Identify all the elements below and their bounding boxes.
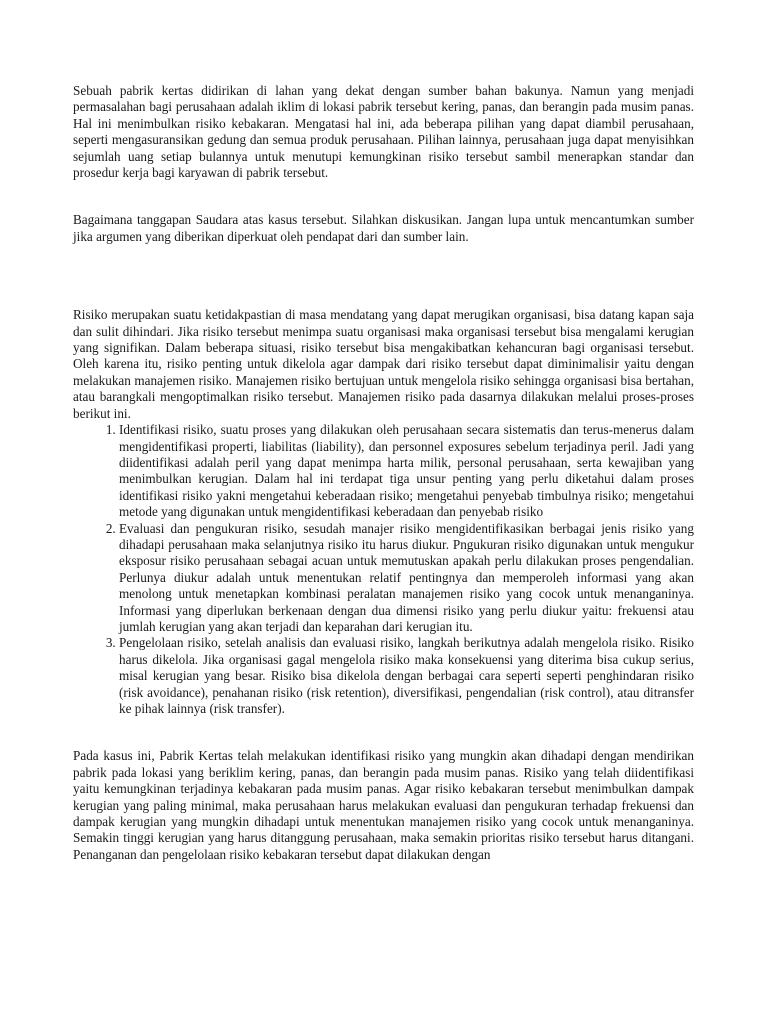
list-item-management: 3. Pengelolaan risiko, setelah analisis dan evaluasi risiko, langkah berikutnya adalah mengelola risiko. Risiko harus dikelola. Jika organisasi gagal mengelola risiko maka konsekuensi yang diterima bisa cukup serius, misal kerugian yang besar. Risiko bisa dikelola dengan berbagai cara seperti seperti penghindaran risiko (risk avoidance), penahanan risiko (risk retention), diversifikasi, pengendalian (risk control), atau ditransfer ke pihak lainnya (risk transfer). bbox=[119, 635, 694, 717]
risk-process-list bbox=[73, 422, 694, 717]
case-intro-paragraph: Sebuah pabrik kertas didirikan di lahan yang dekat dengan sumber bahan bakunya. Namun yang menjadi permasalahan bagi perusahaan adalah iklim di lokasi pabrik tersebut kering, panas, dan berangin pada musim panas. Hal ini menimbulkan risiko kebakaran. Mengatasi hal ini, ada beberapa pilihan yang dapat diambil perusahaan, seperti mengasuransikan gedung dan semua produk perusahaan. Pilihan lainnya, perusahaan juga dapat menyisihkan sejumlah uang setiap bulannya untuk menutupi kemungkinan risiko tersebut sambil menerapkan standar dan prosedur kerja bagi karyawan di pabrik tersebut. bbox=[73, 83, 694, 181]
question-paragraph: Bagaimana tanggapan Saudara atas kasus tersebut. Silahkan diskusikan. Jangan lupa untuk mencantumkan sumber jika argumen yang diberikan diperkuat oleh pendapat dari dan sumber lain. bbox=[73, 212, 694, 244]
list-item-evaluation: 2. Evaluasi dan pengukuran risiko, sesudah manajer risiko mengidentifikasikan berbagai jenis risiko yang dihadapi perusahaan maka selanjutnya risiko itu harus diukur. Pngukuran risiko digunakan untuk mengukur eksposur risiko perusahaan sebagai acuan untuk memutuskan apakah perlu dilakukan proses pengendalian. Perlunya diukur adalah untuk menentukan relatif pentingnya dan memperoleh informasi yang akan menolong untuk menetapkan kombinasi peralatan manajemen risiko yang cocok untuk menanganinya. Informasi yang diperlukan berkenaan dengan dua dimensi risiko yang perlu diukur yaitu: frekuensi atau jumlah kerugian yang akan terjadi dan keparahan dari kerugian itu. bbox=[119, 521, 694, 636]
list-item-identification: 1. Identifikasi risiko, suatu proses yang dilakukan oleh perusahaan secara sistematis dan terus-menerus dalam mengidentifikasi properti, liabilitas (liability), dan personnel exposures sebelum terjadinya peril. Jadi yang diidentifikasi adalah peril yang dapat menimpa harta milik, personal perusahaan, serta kewajiban yang menimbulkan kerugian. Dalam hal ini terdapat tiga unsur penting yang perlu diketahui dalam proses identifikasi risiko yakni mengetahui keberadaan risiko; mengetahui penyebab timbulnya risiko; mengetahui metode yang digunakan untuk mengidentifikasi keberadaan dan penyebab risiko bbox=[119, 422, 694, 520]
answer-intro-paragraph: Risiko merupakan suatu ketidakpastian di masa mendatang yang dapat merugikan organisasi, bisa datang kapan saja dan sulit dihindari. Jika risiko tersebut menimpa suatu organisasi maka organisasi tersebut bisa mengalami kerugian yang signifikan. Dalam beberapa situasi, risiko tersebut bisa mengakibatkan kehancuran bagi organisasi tersebut. Oleh karena itu, risiko penting untuk dikelola agar dampak dari risiko tersebut dapat diminimalisir yaitu dengan melakukan manajemen risiko. Manajemen risiko bertujuan untuk mengelola risiko sehingga organisasi bisa bertahan, atau barangkali mengoptimalkan risiko tersebut. Manajemen risiko pada dasarnya dilakukan melalui proses-proses berikut ini. bbox=[73, 307, 694, 421]
spacer bbox=[73, 181, 694, 212]
document-page bbox=[73, 83, 694, 863]
spacer bbox=[73, 717, 694, 748]
conclusion-paragraph: Pada kasus ini, Pabrik Kertas telah melakukan identifikasi risiko yang mungkin akan dihadapi dengan mendirikan pabrik pada lokasi yang beriklim kering, panas, dan berangin pada musim panas. Risiko yang telah diidentifikasi yaitu kemungkinan terjadinya kebakaran pada musim panas. Agar risiko kebakaran tersebut menimbulkan dampak kerugian yang paling minimal, maka perusahaan harus melakukan evaluasi dan pengukuran terhadap frekuensi dan dampak kerugian yang mungkin dihadapi untuk menentukan manajemen risiko yang cocok untuk menanganinya. Semakin tinggi kerugian yang harus ditanggung perusahaan, maka semakin prioritas risiko tersebut harus ditangani. Penanganan dan pengelolaan risiko kebakaran tersebut dapat dilakukan dengan bbox=[73, 748, 694, 862]
spacer bbox=[73, 245, 694, 307]
